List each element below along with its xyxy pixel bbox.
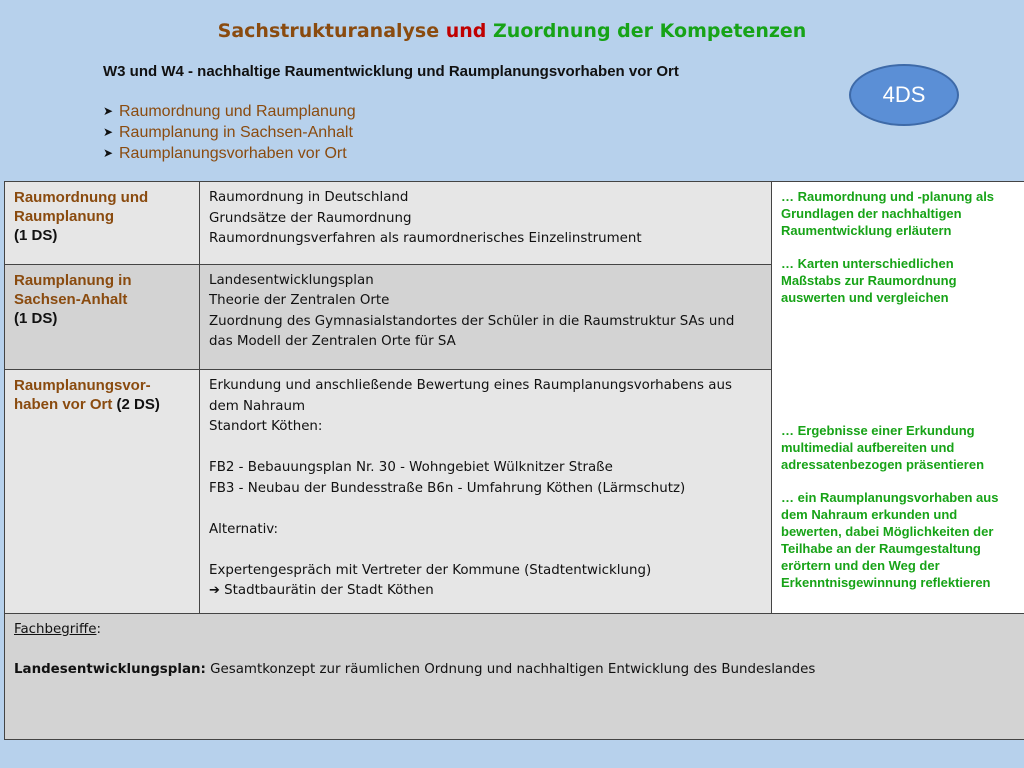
content-cell	[200, 264, 772, 369]
topic-label: Raumplanungsvor-haben vor Ort	[14, 377, 151, 414]
content-text: Landesentwicklungsplan Theorie der Zentralen Orte Zuordnung des Gymnasialstandortes der Schüler in die Raumstruktur SAs und das Modell der Zentralen Orte für SA	[209, 272, 735, 350]
footer-cell	[5, 614, 1024, 740]
topic-bullet-list	[103, 101, 356, 164]
topic-cell	[5, 182, 200, 265]
arrow-line	[209, 581, 762, 602]
title-part-und: und	[445, 20, 494, 42]
arrow-bullet-icon: ➤	[103, 104, 114, 118]
topic-cell	[5, 370, 200, 614]
ds-count: (1 DS)	[14, 309, 58, 327]
fachbegriffe-colon: :	[96, 622, 101, 637]
subtitle: W3 und W4 - nachhaltige Raumentwicklung und Raumplanungsvorhaben vor Ort	[103, 63, 679, 80]
topic-cell	[5, 264, 200, 369]
bullet-item	[103, 101, 356, 122]
arrow-bullet-icon: ➤	[103, 125, 114, 139]
bullet-item	[103, 122, 356, 143]
title-part-analyse: analyse	[356, 20, 446, 42]
content-table	[4, 181, 1024, 740]
arrow-line-text: Stadtbaurätin der Stadt Köthen	[224, 583, 434, 599]
competence-item: … ein Raumplanungsvorhaben aus dem Nahraum erkunden und bewerten, dabei Möglichkeiten der Teilhabe an der Raumgestaltung erörtern und den Weg der Erkenntnisgewinnung reflektieren	[781, 490, 999, 590]
content-text: Raumordnung in Deutschland Grundsätze der Raumordnung Raumordnungsverfahren als raumordnerisches Einzelinstrument	[209, 190, 642, 246]
competence-item: … Raumordnung und -planung als Grundlagen der nachhaltigen Raumentwicklung erläutern	[781, 189, 995, 238]
term-name: Landesentwicklungsplan:	[14, 662, 206, 677]
right-arrow-icon: ➔	[209, 583, 220, 599]
content-cell	[200, 370, 772, 614]
arrow-bullet-icon: ➤	[103, 146, 114, 160]
slide-title	[0, 20, 1024, 42]
ds-count: (2 DS)	[116, 396, 160, 414]
topic-label: Raumordnung und Raumplanung	[14, 189, 149, 225]
topic-label: Raumplanung in Sachsen-Anhalt	[14, 271, 132, 308]
ds-count-badge: 4DS	[849, 64, 959, 126]
competence-item: … Ergebnisse einer Erkundung multimedial aufbereiten und adressatenbezogen präsentieren	[781, 423, 985, 472]
table-row	[5, 614, 1024, 740]
title-part-kompetenzen: Zuordnung der Kompetenzen	[493, 20, 807, 42]
content-cell	[200, 182, 772, 265]
bullet-label: Raumplanung in Sachsen-Anhalt	[119, 124, 353, 141]
bullet-item	[103, 143, 356, 164]
bullet-label: Raumplanungsvorhaben vor Ort	[119, 145, 347, 162]
table-row	[5, 182, 1024, 265]
ds-count: (1 DS)	[14, 227, 58, 244]
competence-item: … Karten unterschiedlichen Maßstabs zur Raumordnung auswerten und vergleichen	[781, 256, 957, 305]
term-definition: Gesamtkonzept zur räumlichen Ordnung und nachhaltigen Entwicklung des Bundeslandes	[205, 662, 816, 677]
content-text: Erkundung und anschließende Bewertung eines Raumplanungsvorhabens aus dem Nahraum Standort Köthen: FB2 - Bebauungsplan Nr. 30 - Wohngebiet Wülknitzer Straße FB3 - Neubau der Bundesstraße B6n - Umfahrung Köthen (Lärmschutz) Alternativ: Expertengespräch mit Vertreter der Kommune (Stadtentwicklung)	[209, 378, 732, 578]
fachbegriffe-label: Fachbegriffe	[14, 622, 97, 637]
bullet-label: Raumordnung und Raumplanung	[119, 103, 356, 120]
competence-cell	[772, 182, 1024, 614]
title-part-sachstruktur: Sachstruktur	[217, 20, 357, 42]
